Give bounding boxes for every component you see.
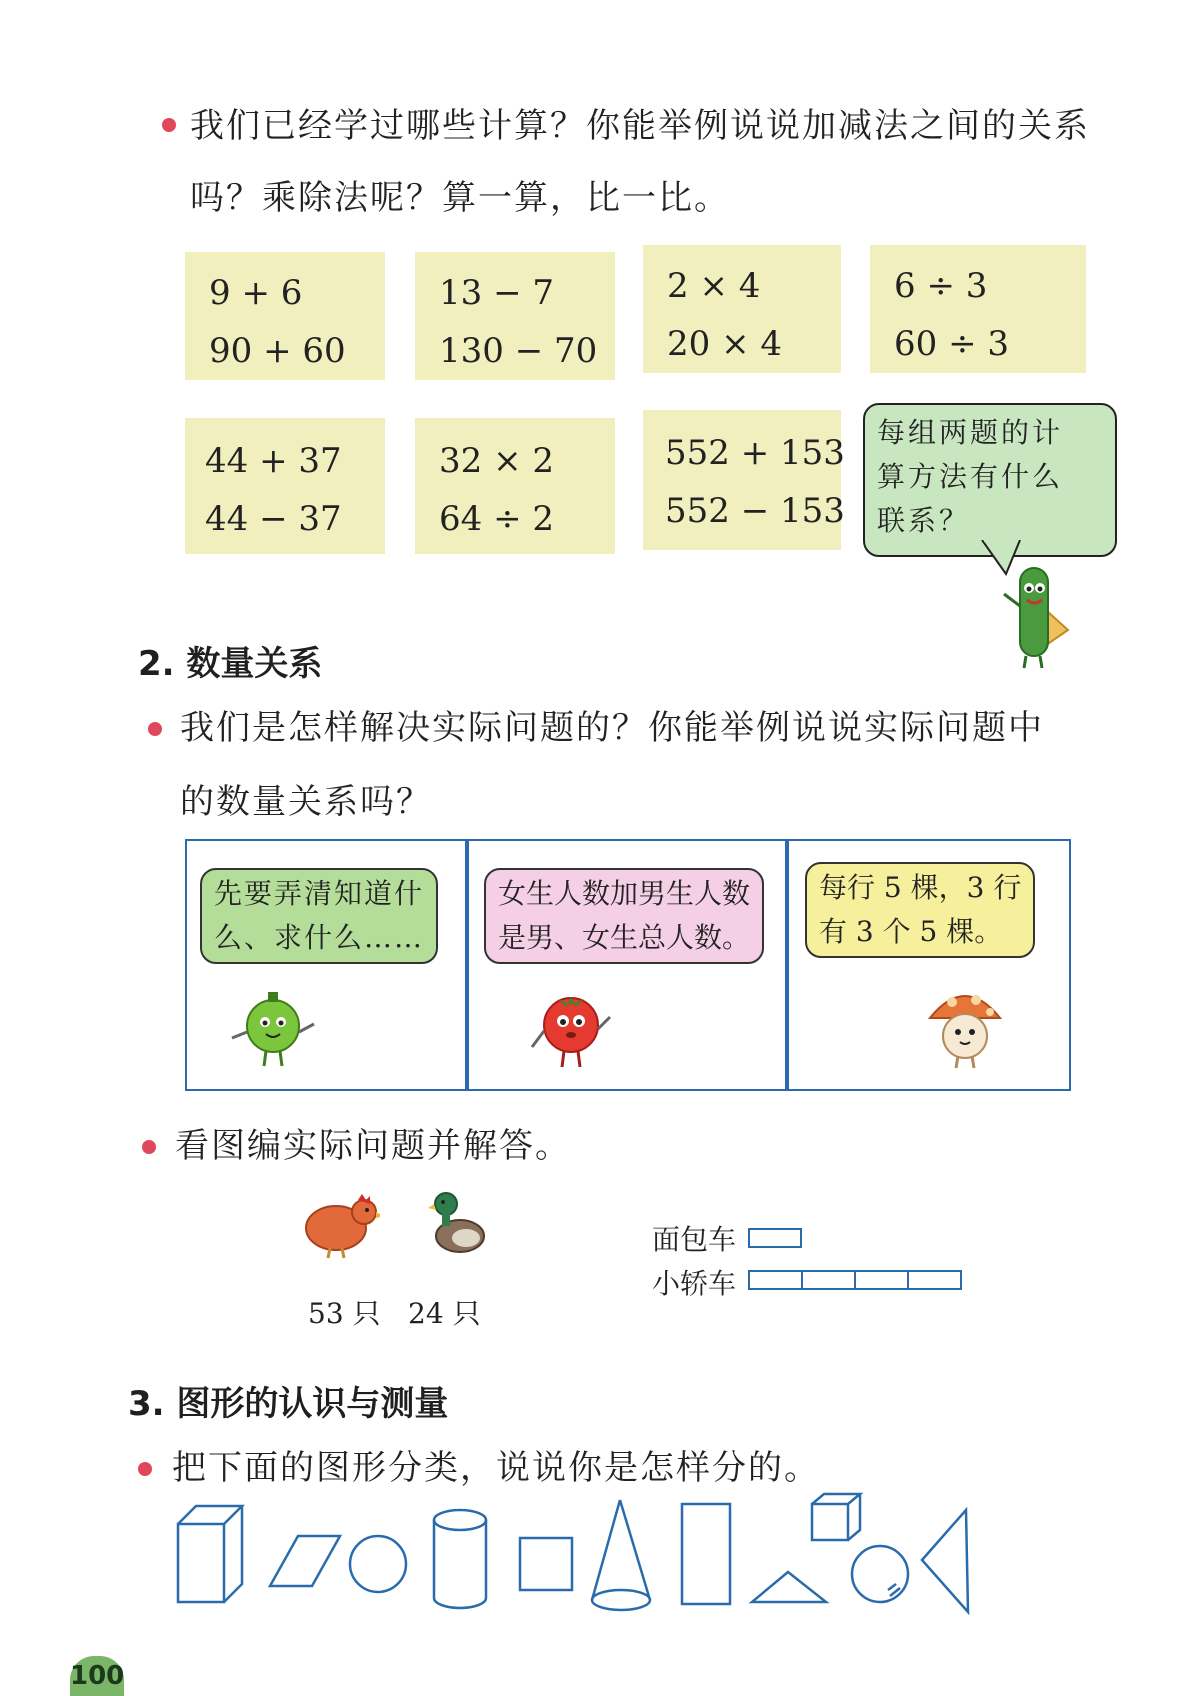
duck-icon: [428, 1188, 488, 1260]
bullet-icon: [148, 722, 162, 736]
calc-card: [415, 252, 615, 380]
cucumber-mascot-icon: [996, 560, 1076, 670]
example-note: [805, 862, 1035, 958]
bubble-line: 联系？: [877, 504, 971, 537]
calc-line: 44 − 37: [205, 499, 342, 539]
triangle-icon: [752, 1572, 826, 1602]
car-bar-segment: [803, 1272, 856, 1288]
calc-card: [870, 245, 1086, 373]
calc-card: [415, 418, 615, 554]
hen-icon: [300, 1188, 380, 1260]
note-line: 女生人数加男生人数: [498, 877, 751, 910]
note-line: 有 3 个 5 棵。: [819, 915, 1003, 948]
calc-line: 9 + 6: [209, 273, 303, 313]
bubble-line: 算方法有什么: [877, 460, 1064, 493]
calc-line: 32 × 2: [439, 441, 554, 481]
calc-line: 13 − 7: [439, 273, 554, 313]
section1-question-line2: 吗？乘除法呢？算一算，比一比。: [190, 178, 730, 218]
calc-card: [643, 245, 841, 373]
calc-line: 6 ÷ 3: [894, 266, 988, 306]
calc-line: 64 ÷ 2: [439, 499, 554, 539]
pepper-mascot-icon: [228, 988, 318, 1068]
car-bar: [748, 1270, 962, 1290]
note-line: 先要弄清知道什: [214, 877, 425, 910]
calc-line: 90 + 60: [209, 331, 346, 371]
calc-line: 20 × 4: [667, 324, 782, 364]
duck-count: 24 只: [408, 1297, 481, 1330]
section2-task: 看图编实际问题并解答。: [175, 1126, 571, 1166]
section2-question-line2: 的数量关系吗？: [180, 782, 432, 822]
shapes-row: [160, 1490, 1060, 1640]
calc-card: [185, 418, 385, 554]
example-note: [484, 868, 764, 964]
calc-line: 2 × 4: [667, 266, 761, 306]
note-line: 么、求什么……: [214, 921, 425, 954]
section3-task: 把下面的图形分类，说说你是怎样分的。: [172, 1448, 820, 1488]
car-label: 小轿车: [652, 1267, 737, 1300]
calc-line: 44 + 37: [205, 441, 342, 481]
bullet-icon: [138, 1462, 152, 1476]
section2-question-line1: 我们是怎样解决实际问题的？你能举例说说实际问题中: [180, 708, 1044, 748]
van-bar: [748, 1228, 802, 1248]
cylinder-icon: [434, 1510, 486, 1608]
cube-icon: [178, 1506, 242, 1602]
section1-question-line1: 我们已经学过哪些计算？你能举例说说加减法之间的关系: [190, 106, 1090, 146]
example-note: [200, 868, 438, 964]
calc-card: [643, 410, 845, 550]
note-line: 每行 5 棵，3 行: [819, 871, 1022, 904]
tomato-mascot-icon: [526, 985, 616, 1069]
small-cube-icon: [812, 1494, 860, 1540]
parallelogram-icon: [270, 1536, 340, 1586]
section3-heading: 3. 图形的认识与测量: [128, 1384, 449, 1424]
calc-line: 552 − 153: [665, 491, 845, 531]
calc-line: 552 + 153: [665, 433, 845, 473]
calc-card: [185, 252, 385, 380]
sphere-icon: [852, 1546, 908, 1602]
rectangle-icon: [682, 1504, 730, 1604]
bubble-line: 每组两题的计: [877, 416, 1064, 449]
page-number: 100: [70, 1656, 124, 1696]
square-icon: [520, 1538, 572, 1590]
bullet-icon: [162, 118, 176, 132]
calc-line: 60 ÷ 3: [894, 324, 1009, 364]
section2-heading: 2. 数量关系: [138, 644, 323, 684]
car-bar-segment: [750, 1272, 803, 1288]
cone-icon: [592, 1500, 650, 1610]
circle-icon: [350, 1536, 406, 1592]
mushroom-mascot-icon: [920, 980, 1010, 1070]
calc-line: 130 − 70: [439, 331, 598, 371]
van-label: 面包车: [652, 1223, 737, 1256]
speech-bubble: [863, 403, 1117, 557]
note-line: 是男、女生总人数。: [498, 921, 751, 954]
trapezoid-icon: [922, 1510, 968, 1612]
bullet-icon: [142, 1140, 156, 1154]
car-bar-segment: [856, 1272, 909, 1288]
hen-count: 53 只: [308, 1297, 381, 1330]
car-bar-segment: [909, 1272, 960, 1288]
